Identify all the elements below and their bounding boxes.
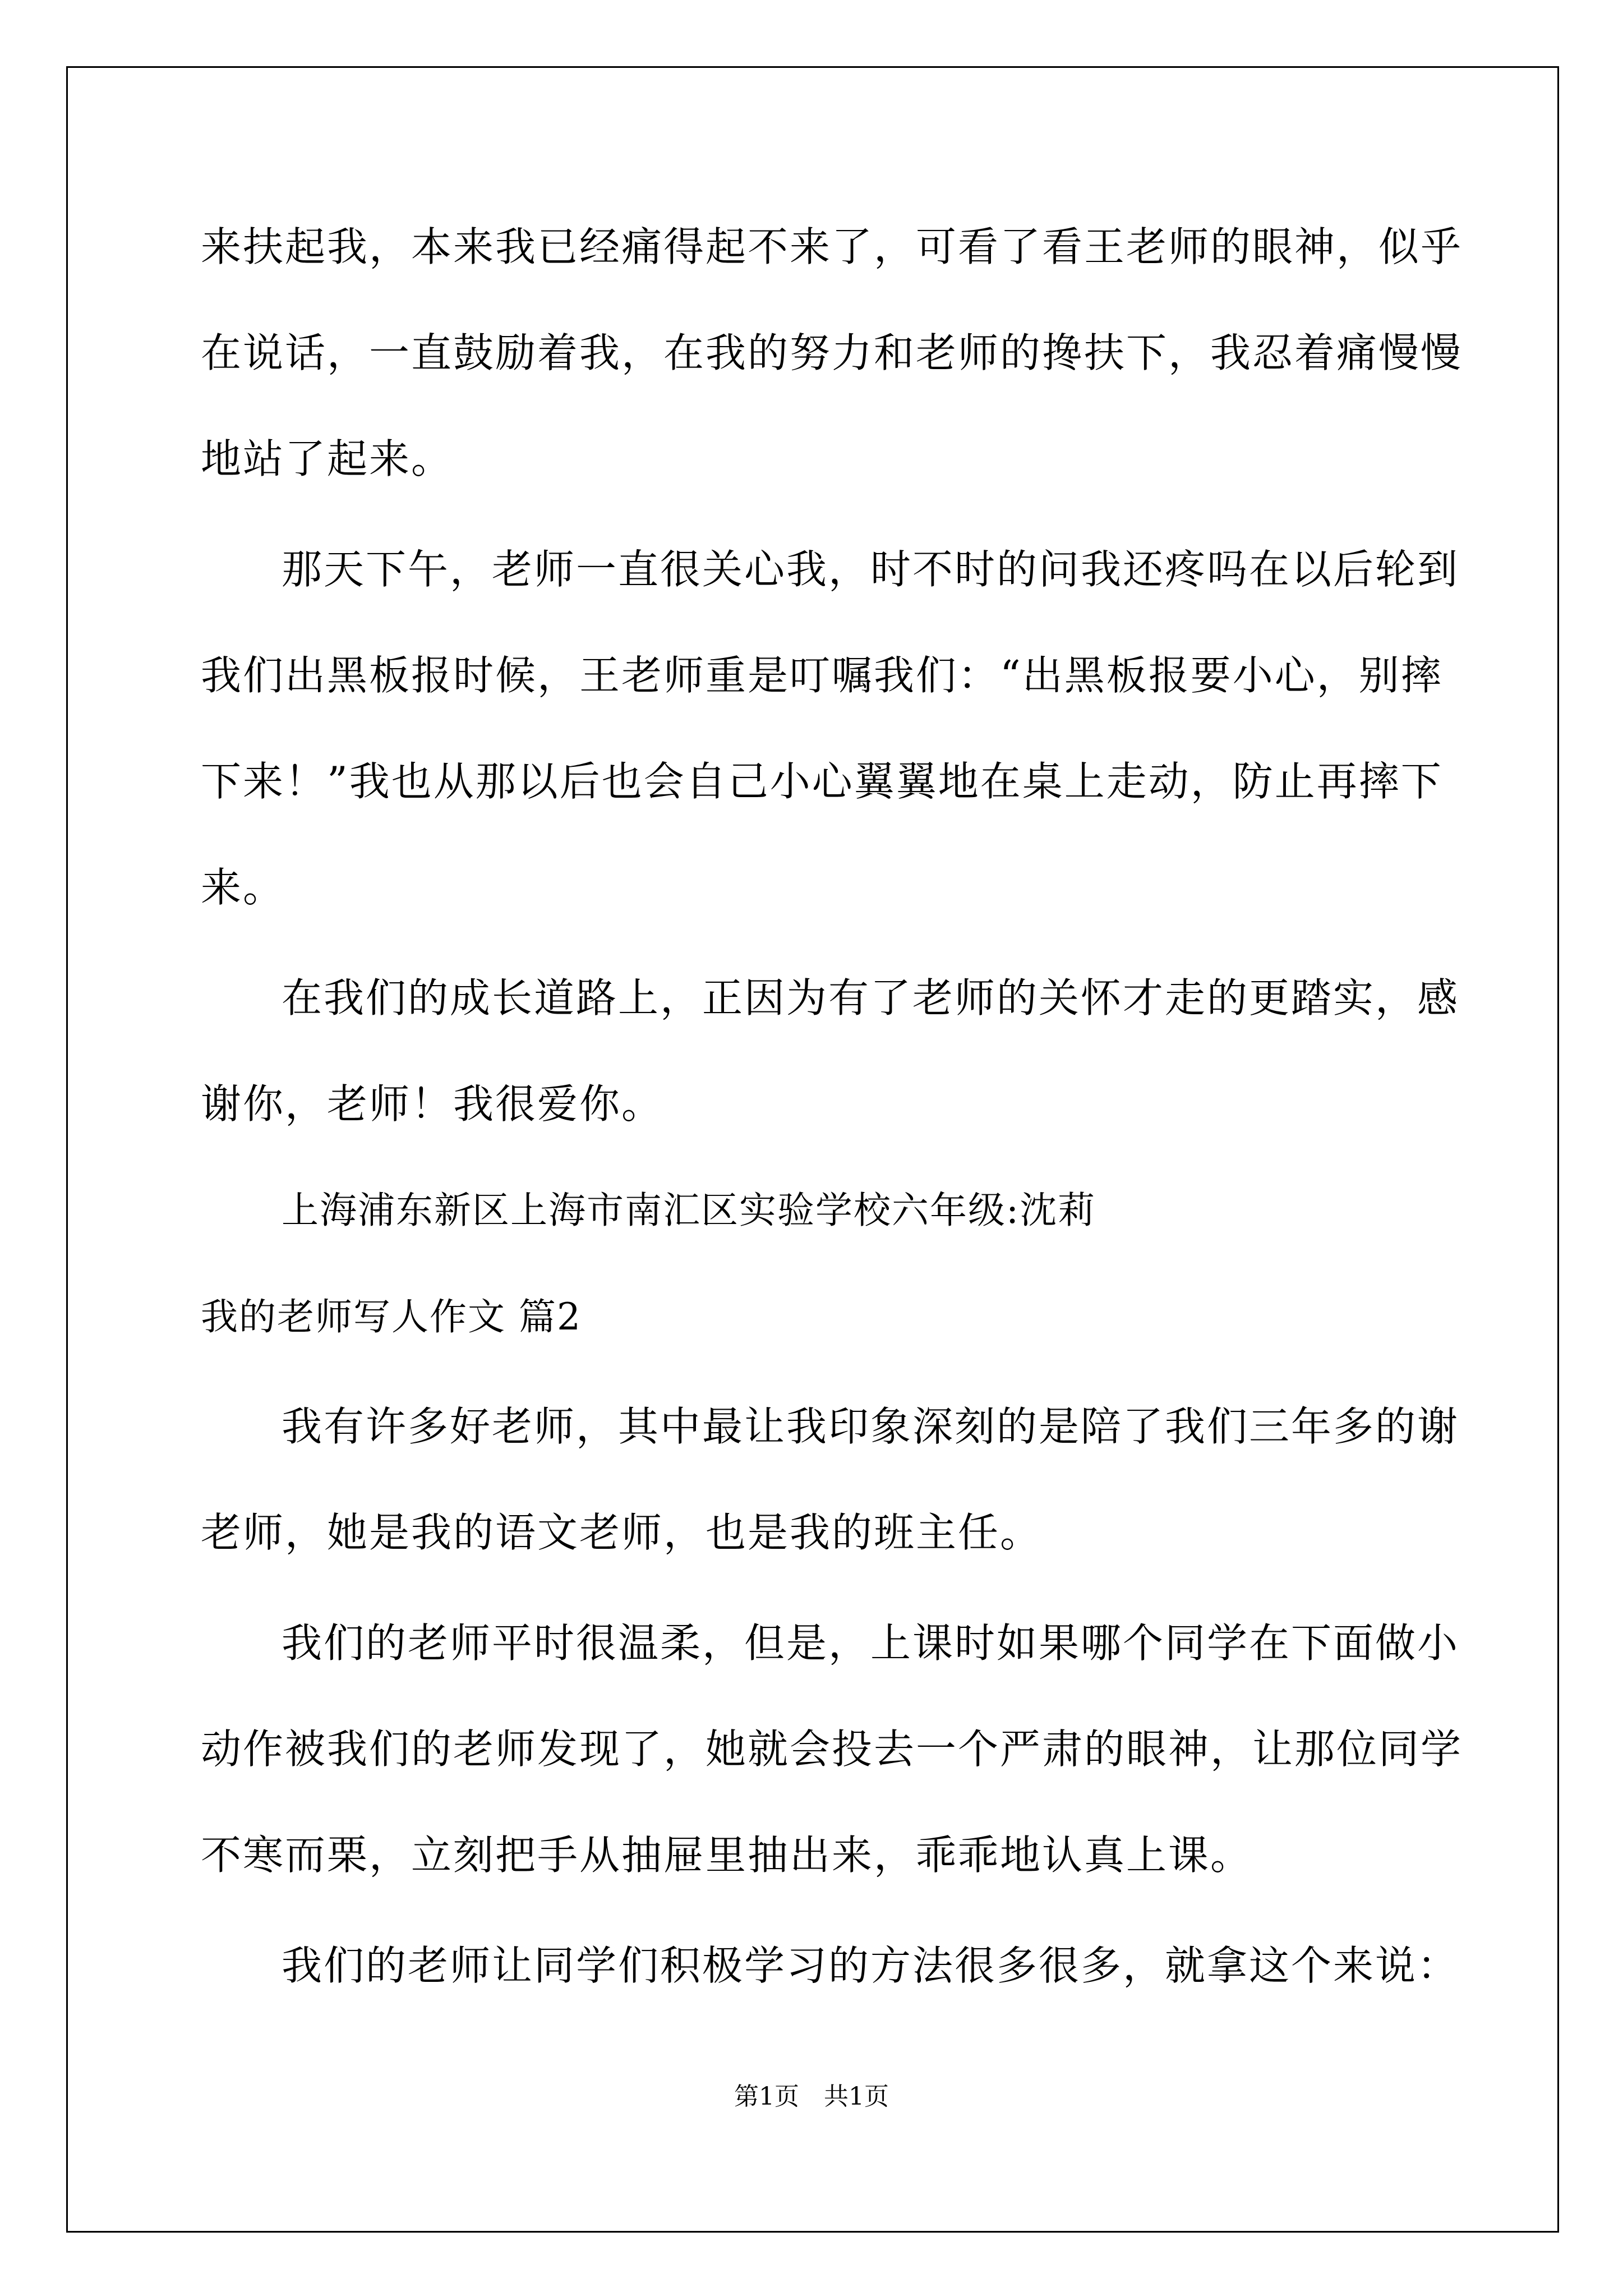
- paragraph-line: 我有许多好老师，其中最让我印象深刻的是陪了我们三年多的谢: [282, 1403, 1460, 1450]
- paragraph-line: 我们的老师平时很温柔，但是，上课时如果哪个同学在下面做小: [282, 1619, 1460, 1667]
- paragraph-line: 地站了起来。: [201, 435, 454, 482]
- paragraph-line: 在说话，一直鼓励着我，在我的努力和老师的搀扶下，我忍着痛慢慢: [201, 329, 1463, 376]
- paragraph-line: 动作被我们的老师发现了，她就会投去一个严肃的眼神，让那位同学: [201, 1726, 1463, 1773]
- page-border: [66, 66, 1559, 2233]
- author-signature: 上海浦东新区上海市南汇区实验学校六年级:沈莉: [282, 1189, 1096, 1232]
- paragraph-line: 来扶起我，本来我已经痛得起不来了，可看了看王老师的眼神，似乎: [201, 223, 1463, 270]
- section-heading: 我的老师写人作文 篇2: [201, 1295, 582, 1338]
- paragraph-line: 那天下午，老师一直很关心我，时不时的问我还疼吗在以后轮到: [282, 546, 1460, 593]
- paragraph-line: 下来！”我也从那以后也会自己小心翼翼地在桌上走动，防止再摔下: [201, 758, 1443, 805]
- paragraph-line: 我们出黑板报时候，王老师重是叮嘱我们：“出黑板报要小心，别摔: [201, 652, 1443, 699]
- paragraph-line: 来。: [201, 864, 285, 911]
- paragraph-line: 老师，她是我的语文老师，也是我的班主任。: [201, 1509, 1043, 1556]
- paragraph-line: 不寒而栗，立刻把手从抽屉里抽出来，乖乖地认真上课。: [201, 1832, 1253, 1879]
- page-footer: 第1页 共1页: [734, 2082, 889, 2111]
- paragraph-line: 在我们的成长道路上，正因为有了老师的关怀才走的更踏实，感: [282, 974, 1460, 1022]
- paragraph-line: 谢你，老师！我很爱你。: [201, 1080, 664, 1128]
- paragraph-line: 我们的老师让同学们积极学习的方法很多很多，就拿这个来说：: [282, 1942, 1460, 1989]
